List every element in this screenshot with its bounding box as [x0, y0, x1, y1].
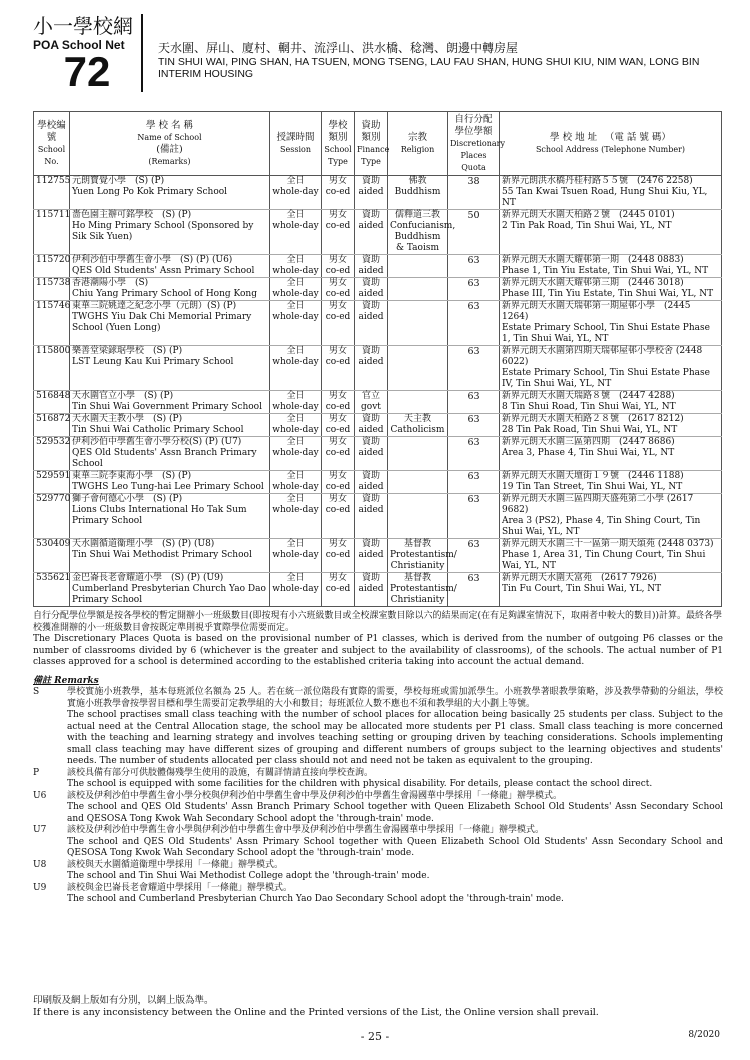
footer-note-en: If there is any inconsistency between the Online and the Printed versions of the List, the Online version shall prevail.	[33, 1007, 599, 1018]
school-finance: 資助 aided	[355, 255, 388, 278]
school-quota: 63	[448, 391, 500, 414]
school-name: 伊利沙伯中學舊生會小學 (S) (P) (U6) QES Old Students' Assn Primary School	[70, 255, 270, 278]
school-religion: 基督教 Protestantism/ Christianity	[388, 539, 448, 573]
remark-item	[33, 687, 723, 768]
school-address: 新界元朗天水圍第四期天瑞邨屋邨小學校舍 (2448 6022) Estate Primary School, Tin Shui Estate Phase IV, Tin Shui Wai, YL, NT	[500, 346, 722, 391]
school-session: 全日 whole-day	[270, 414, 322, 437]
school-religion: 基督教 Protestantism/ Christianity	[388, 573, 448, 607]
school-type: 男女 co-ed	[322, 391, 355, 414]
school-row	[34, 255, 722, 278]
school-net-number: 72	[63, 48, 111, 95]
school-no: 516872	[34, 414, 70, 437]
school-quota: 63	[448, 278, 500, 301]
school-name: 天水圍天主教小學 (S) (P) Tin Shui Wai Catholic Primary School	[70, 414, 270, 437]
school-finance: 資助 aided	[355, 414, 388, 437]
school-row	[34, 471, 722, 494]
school-type: 男女 co-ed	[322, 176, 355, 210]
school-name: 元朗寶覺小學 (S) (P) Yuen Long Po Kok Primary School	[70, 176, 270, 210]
school-finance: 資助 aided	[355, 539, 388, 573]
school-address: 新界元朗天水圍三區第四期 (2447 8686) Area 3, Phase 4, Tin Shui Wai, YL, NT	[500, 437, 722, 471]
school-name: 東華三院姚達之紀念小學（元朗）(S) (P) TWGHS Yiu Dak Chi Memorial Primary School (Yuen Long)	[70, 301, 270, 346]
remark-item	[33, 768, 723, 791]
school-name: 獅子會何德心小學 (S) (P) Lions Clubs International Ho Tak Sum Primary School	[70, 494, 270, 539]
school-session: 全日 whole-day	[270, 471, 322, 494]
school-session: 全日 whole-day	[270, 437, 322, 471]
school-no: 115800	[34, 346, 70, 391]
school-religion	[388, 255, 448, 278]
remark-text: 該校具備有部分可供肢體傷殘學生使用的設施，有關詳情請直接向學校查詢。 The school is equipped with some facilities for the children with physical disability. For details, please contact the school direct.	[67, 767, 653, 789]
school-no: 516848	[34, 391, 70, 414]
school-quota: 63	[448, 255, 500, 278]
footer-note-zh: 印刷版及網上版如有分別，以網上版為準。	[33, 995, 214, 1006]
school-type: 男女 co-ed	[322, 301, 355, 346]
school-type: 男女 co-ed	[322, 437, 355, 471]
school-name: 嗇色園主辦可銘學校 (S) (P) Ho Ming Primary School (Sponsored by Sik Sik Yuen)	[70, 210, 270, 255]
district-areas-zh: 天水圍、屏山、廈村、輞井、流浮山、洪水橋、稔灣、朗邊中轉房屋	[158, 41, 519, 55]
school-no: 112755	[34, 176, 70, 210]
school-type: 男女 co-ed	[322, 346, 355, 391]
school-address: 新界元朗天水圍天柏路２號 (2445 0101) 2 Tin Pak Road, Tin Shui Wai, YL, NT	[500, 210, 722, 255]
school-quota: 63	[448, 346, 500, 391]
school-row	[34, 346, 722, 391]
remark-text: 該校及伊利沙伯中學舊生會小學與伊利沙伯中學舊生會中學及伊利沙伯中學舊生會湯國華中學採用「一條龍」辦學模式。 The school and QES Old Students' Assn Primary School together with Queen Elizabeth School Old Students' Assn Secondary School and QESOSA Tong Kwok Wah Secondary School adopt the 'through-train' mode.	[67, 825, 723, 858]
school-name: 天水圍官立小學 (S) (P) Tin Shui Wai Government Primary School	[70, 391, 270, 414]
school-quota: 63	[448, 573, 500, 607]
school-address: 新界元朗天水圍三區四期天盛苑第二小學 (2617 9682) Area 3 (PS2), Phase 4, Tin Shing Court, Tin Shui Wai, YL, NT	[500, 494, 722, 539]
school-table	[33, 111, 722, 607]
school-finance: 資助 aided	[355, 278, 388, 301]
remark-item	[33, 883, 723, 906]
school-type: 男女 co-ed	[322, 573, 355, 607]
school-quota: 63	[448, 437, 500, 471]
footer-note	[33, 995, 723, 1019]
quota-note-en: The Discretionary Places Quota is based on the provisional number of P1 classes, which is derived from the number of outgoing P6 classes or the number of classrooms divided by 6 (whichever is the greater and subject to the availability of classrooms), of the schools. The actual number of P1 classes approved for a school is determined according to the established criteria taking into account the actual demand.	[33, 634, 723, 667]
school-religion	[388, 437, 448, 471]
school-finance: 資助 aided	[355, 573, 388, 607]
remark-code: U6	[33, 790, 47, 801]
school-no: 529770	[34, 494, 70, 539]
school-row	[34, 414, 722, 437]
school-session: 全日 whole-day	[270, 494, 322, 539]
school-no: 115711	[34, 210, 70, 255]
remarks-title: 備註 Remarks	[33, 675, 99, 686]
school-row	[34, 210, 722, 255]
page-header	[33, 14, 723, 95]
school-address: 新界元朗天水圍天瑞邨第一期屋邨小學 (2445 1264) Estate Primary School, Tin Shui Estate Phase 1, Tin Shui Wai, YL, NT	[500, 301, 722, 346]
school-religion	[388, 278, 448, 301]
col-school-type: 學校類別 School Type	[322, 112, 355, 176]
school-address: 新界元朗天水圍天瑞路８號 (2447 4288) 8 Tin Shui Road, Tin Shui Wai, YL, NT	[500, 391, 722, 414]
school-type: 男女 co-ed	[322, 278, 355, 301]
school-quota: 63	[448, 414, 500, 437]
school-name: 香港潮陽小學 (S) Chiu Yang Primary School of Hong Kong	[70, 278, 270, 301]
school-net-logo	[33, 14, 143, 95]
school-no: 115738	[34, 278, 70, 301]
school-no: 115720	[34, 255, 70, 278]
school-row	[34, 301, 722, 346]
remark-item	[33, 860, 723, 883]
col-quota: 自行分配學位學額 Discretionary Places Quota	[448, 112, 500, 176]
school-finance: 資助 aided	[355, 471, 388, 494]
school-address: 新界元朗天水圍天壇街１９號 (2446 1188) 19 Tin Tan Street, Tin Shui Wai, YL, NT	[500, 471, 722, 494]
remark-text: 該校與天水圍循道衞理中學採用「一條龍」辦學模式。 The school and Tin Shui Wai Methodist College adopt the 'through-train' mode.	[67, 859, 430, 881]
page-number: - 25 -	[360, 1030, 390, 1043]
school-no: 529591	[34, 471, 70, 494]
remark-item	[33, 791, 723, 826]
school-no: 535621	[34, 573, 70, 607]
school-finance: 官立 govt	[355, 391, 388, 414]
school-religion: 佛教 Buddhism	[388, 176, 448, 210]
school-type: 男女 co-ed	[322, 539, 355, 573]
school-session: 全日 whole-day	[270, 278, 322, 301]
school-no: 530409	[34, 539, 70, 573]
table-header-row	[34, 112, 722, 176]
remark-code: U8	[33, 859, 47, 870]
school-quota: 63	[448, 494, 500, 539]
school-session: 全日 whole-day	[270, 255, 322, 278]
school-session: 全日 whole-day	[270, 573, 322, 607]
school-row	[34, 437, 722, 471]
school-finance: 資助 aided	[355, 494, 388, 539]
school-name: 天水圍循道衞理小學 (S) (P) (U8) Tin Shui Wai Methodist Primary School	[70, 539, 270, 573]
remark-item	[33, 825, 723, 860]
school-address: 新界元朗天水圍天耀邨第一期 (2448 0883) Phase 1, Tin Yiu Estate, Tin Shui Wai, YL, NT	[500, 255, 722, 278]
notes-section	[33, 611, 723, 906]
school-session: 全日 whole-day	[270, 176, 322, 210]
quota-note-zh: 自行分配學位學額是按各學校的暫定開辦小一班級數目(即按現有小六班級數目或全校課室數目除以六的結果而定(在有足夠課室情況下，取兩者中較大的數目))計算。最終各學校獲准開辦的小一班級數目會按既定準則視乎實際學位需要而定。	[33, 611, 723, 633]
school-no: 115746	[34, 301, 70, 346]
remark-text: 該校及伊利沙伯中學舊生會小學分校與伊利沙伯中學舊生會中學及伊利沙伯中學舊生會湯國華中學採用「一條龍」辦學模式。 The school and QES Old Students' Assn Branch Primary School together with Queen Elizabeth School Old Students' Assn Secondary School and QESOSA Tong Kwok Wah Secondary School adopt the 'through-train' mode.	[67, 790, 723, 824]
school-quota: 63	[448, 539, 500, 573]
col-finance-type: 資助類別 Finance Type	[355, 112, 388, 176]
school-name: 樂善堂梁銶琚學校 (S) (P) LST Leung Kau Kui Primary School	[70, 346, 270, 391]
school-name: 金巴崙長老會耀道小學 (S) (P) (U9) Cumberland Presbyterian Church Yao Dao Primary School	[70, 573, 270, 607]
school-no: 529532	[34, 437, 70, 471]
school-session: 全日 whole-day	[270, 391, 322, 414]
school-row	[34, 176, 722, 210]
school-address: 新界元朗天水圍天柏路２８號 (2617 8212) 28 Tin Pak Road, Tin Shui Wai, YL, NT	[500, 414, 722, 437]
district-areas-en: TIN SHUI WAI, PING SHAN, HA TSUEN, MONG TSENG, LAU FAU SHAN, HUNG SHUI KIU, NIM WAN, LONG BIN INTERIM HOUSING	[158, 56, 700, 80]
school-address: 新界元朗天水圍天富苑 (2617 7926) Tin Fu Court, Tin Shui Wai, YL, NT	[500, 573, 722, 607]
school-row	[34, 391, 722, 414]
remark-code: S	[33, 687, 40, 697]
school-religion: 儒釋道三教 Confucianism, Buddhism & Taoism	[388, 210, 448, 255]
school-net-title-zh: 小一學校網	[33, 14, 133, 38]
school-session: 全日 whole-day	[270, 346, 322, 391]
school-session: 全日 whole-day	[270, 301, 322, 346]
school-type: 男女 co-ed	[322, 471, 355, 494]
col-address: 學 校 地 址 （電 話 號 碼） School Address (Telephone Number)	[500, 112, 722, 176]
school-row	[34, 573, 722, 607]
school-net-title-en: POA School Net	[33, 38, 125, 52]
school-address: 新界元朗天水圍三十一區第一期天頌苑 (2448 0373) Phase 1, Area 31, Tin Chung Court, Tin Shui Wai, YL, NT	[500, 539, 722, 573]
school-finance: 資助 aided	[355, 210, 388, 255]
school-name: 東華三院李東海小學 (S) (P) TWGHS Leo Tung-hai Lee Primary School	[70, 471, 270, 494]
school-quota: 63	[448, 471, 500, 494]
remarks-list	[33, 687, 723, 906]
school-finance: 資助 aided	[355, 301, 388, 346]
school-finance: 資助 aided	[355, 346, 388, 391]
school-finance: 資助 aided	[355, 176, 388, 210]
school-type: 男女 co-ed	[322, 210, 355, 255]
school-quota: 50	[448, 210, 500, 255]
school-type: 男女 co-ed	[322, 414, 355, 437]
district-areas	[158, 40, 718, 80]
school-religion	[388, 301, 448, 346]
school-quota: 38	[448, 176, 500, 210]
school-name: 伊利沙伯中學舊生會小學分校(S) (P) (U7) QES Old Students' Assn Branch Primary School	[70, 437, 270, 471]
col-religion: 宗教 Religion	[388, 112, 448, 176]
school-religion	[388, 346, 448, 391]
remark-text: 學校實施小班教學，基本每班派位名額為 25 人。若在統一派位階段有實際的需要，學校每班或需加派學生。小班教學著眼教學策略，涉及教學帶動的分組法，學校實施小班教學會按學習目標和學生需要訂定教學組的大小和數目；每班派位人數不應也不須和教學組的大小劃上等號。 The school practises small class teaching with the number of school places for allocation being basically 25 students per class. Subject to the actual need at the Central Allocation stage, the school may be allocated more students per P1 class. Small class teaching is more concerned with the teaching and learning strategy and involves teaching setting or grouping driven by teaching considerations. Schools implementing small class teaching may have different sizes of grouping and different numbers of groups subject to the learning objectives and students' needs. The number of students allocated per class should not and need not be taken as equivalent to the grouping.	[67, 687, 723, 766]
remark-code: P	[33, 767, 40, 778]
school-row	[34, 278, 722, 301]
school-type: 男女 co-ed	[322, 494, 355, 539]
print-date: 8/2020	[688, 1030, 720, 1040]
school-religion: 天主教 Catholicism	[388, 414, 448, 437]
school-religion	[388, 471, 448, 494]
remark-code: U9	[33, 882, 47, 893]
col-school-name: 學 校 名 稱 Name of School (備註) (Remarks)	[70, 112, 270, 176]
school-row	[34, 494, 722, 539]
school-quota: 63	[448, 301, 500, 346]
school-address: 新界元朗洪水橋丹桂村路５５號 (2476 2258) 55 Tan Kwai Tsuen Road, Hung Shui Kiu, YL, NT	[500, 176, 722, 210]
school-finance: 資助 aided	[355, 437, 388, 471]
school-session: 全日 whole-day	[270, 539, 322, 573]
school-religion	[388, 494, 448, 539]
school-type: 男女 co-ed	[322, 255, 355, 278]
remark-code: U7	[33, 825, 47, 835]
school-religion	[388, 391, 448, 414]
school-session: 全日 whole-day	[270, 210, 322, 255]
col-school-no: 學校編號 School No.	[34, 112, 70, 176]
col-session: 授課時間 Session	[270, 112, 322, 176]
school-address: 新界元朗天水圍天耀邨第三期 (2446 3018) Phase III, Tin Yiu Estate, Tin Shui Wai, YL, NT	[500, 278, 722, 301]
school-row	[34, 539, 722, 573]
remark-text: 該校與金巴崙長老會耀道中學採用「一條龍」辦學模式。 The school and Cumberland Presbyterian Church Yao Dao Secondary School adopt the 'through-train' mode.	[67, 882, 564, 904]
